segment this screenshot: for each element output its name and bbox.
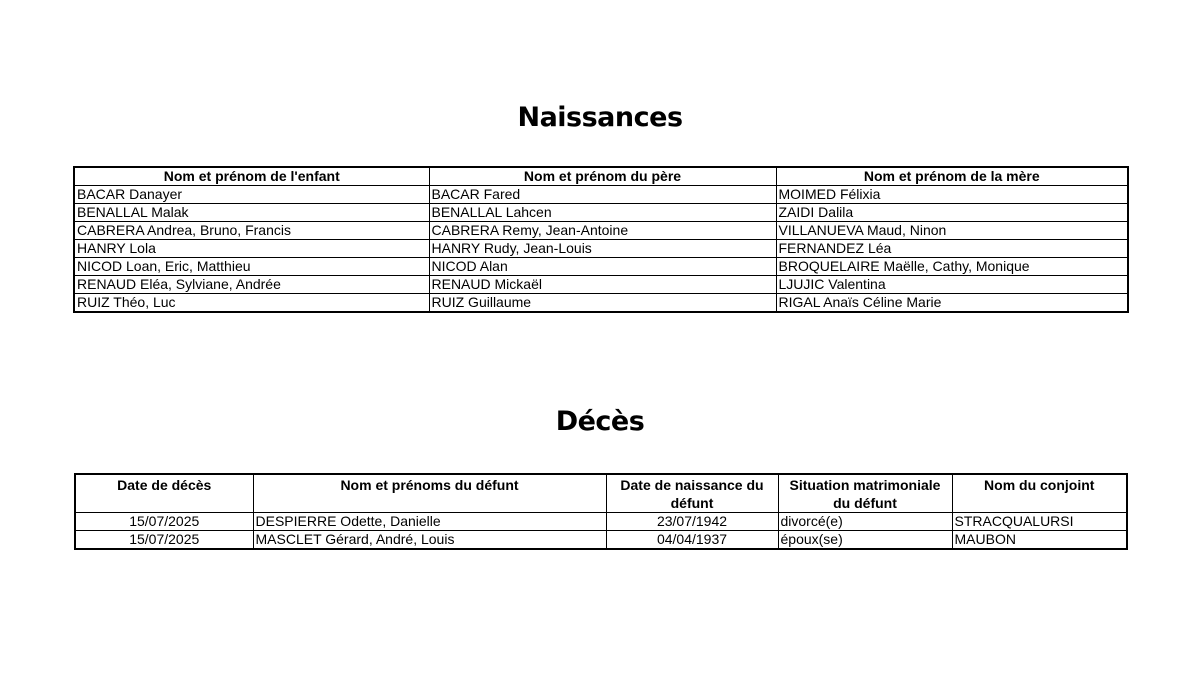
table-row <box>74 276 1128 294</box>
father-name: CABRERA Remy, Jean-Antoine <box>429 222 776 240</box>
column-header-death-date: Date de décès <box>75 474 253 513</box>
table-row <box>74 258 1128 276</box>
deaths-section-title: Décès <box>555 406 645 437</box>
father-name: RENAUD Mickaël <box>429 276 776 294</box>
table-row <box>74 186 1128 204</box>
column-header-marital-status: Situation matrimoniale du défunt <box>778 474 952 513</box>
child-name: BACAR Danayer <box>74 186 429 204</box>
column-header-spouse-name: Nom du conjoint <box>952 474 1127 513</box>
table-header-row <box>75 474 1127 513</box>
child-name: HANRY Lola <box>74 240 429 258</box>
table-row <box>74 222 1128 240</box>
mother-name: BROQUELAIRE Maëlle, Cathy, Monique <box>776 258 1128 276</box>
mother-name: FERNANDEZ Léa <box>776 240 1128 258</box>
table-row <box>74 204 1128 222</box>
table-row <box>75 531 1127 550</box>
table-row <box>74 294 1128 313</box>
birth-date: 23/07/1942 <box>606 513 778 531</box>
father-name: NICOD Alan <box>429 258 776 276</box>
child-name: RUIZ Théo, Luc <box>74 294 429 313</box>
child-name: NICOD Loan, Eric, Matthieu <box>74 258 429 276</box>
spouse-name: MAUBON <box>952 531 1127 550</box>
mother-name: MOIMED Félixia <box>776 186 1128 204</box>
birth-date: 04/04/1937 <box>606 531 778 550</box>
mother-name: ZAIDI Dalila <box>776 204 1128 222</box>
father-name: RUIZ Guillaume <box>429 294 776 313</box>
mother-name: LJUJIC Valentina <box>776 276 1128 294</box>
child-name: BENALLAL Malak <box>74 204 429 222</box>
father-name: HANRY Rudy, Jean-Louis <box>429 240 776 258</box>
deceased-name: MASCLET Gérard, André, Louis <box>253 531 606 550</box>
mother-name: VILLANUEVA Maud, Ninon <box>776 222 1128 240</box>
marital-status: époux(se) <box>778 531 952 550</box>
births-table <box>73 166 1129 313</box>
table-row <box>74 240 1128 258</box>
column-header-mother-name: Nom et prénom de la mère <box>776 167 1128 186</box>
table-header-row <box>74 167 1128 186</box>
child-name: RENAUD Eléa, Sylviane, Andrée <box>74 276 429 294</box>
births-section-title: Naissances <box>517 102 683 133</box>
father-name: BENALLAL Lahcen <box>429 204 776 222</box>
column-header-birth-date: Date de naissance du défunt <box>606 474 778 513</box>
marital-status: divorcé(e) <box>778 513 952 531</box>
table-row <box>75 513 1127 531</box>
column-header-deceased-name: Nom et prénoms du défunt <box>253 474 606 513</box>
mother-name: RIGAL Anaïs Céline Marie <box>776 294 1128 313</box>
child-name: CABRERA Andrea, Bruno, Francis <box>74 222 429 240</box>
column-header-father-name: Nom et prénom du père <box>429 167 776 186</box>
deceased-name: DESPIERRE Odette, Danielle <box>253 513 606 531</box>
spouse-name: STRACQUALURSI <box>952 513 1127 531</box>
death-date: 15/07/2025 <box>75 513 253 531</box>
death-date: 15/07/2025 <box>75 531 253 550</box>
column-header-child-name: Nom et prénom de l'enfant <box>74 167 429 186</box>
deaths-table <box>74 473 1128 550</box>
father-name: BACAR Fared <box>429 186 776 204</box>
